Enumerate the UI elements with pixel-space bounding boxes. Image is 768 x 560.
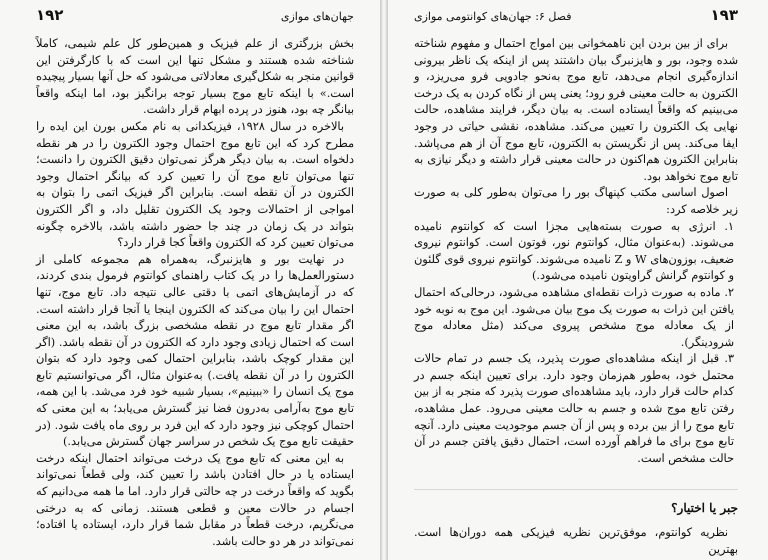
list-item: ۱. انرژی به صورت بسته‌هایی مجزا است که کوانتوم نامیده می‌شوند. (به‌عنوان مثال، کوانتوم نور، فوتون است. کوانتوم نیروی ضعیف، بوزون‌های W و Z نامیده می‌شوند. کوانتوم نیروی قوی گلئون و کوانتوم گرانش گراویتون نامیده می‌شود.) xyxy=(414,219,735,283)
right-page xyxy=(384,0,768,560)
list-item: ۳. قبل از اینکه مشاهده‌ای صورت پذیرد، یک جسم در تمام حالات محتمل خود، به‌طور هم‌زمان وجود دارد. برای تعیین اینکه جسم در کدام حالت قرار دارد، باید مشاهده‌ای صورت پذیرد که منجر به از بین رفتن تابع موج شده و جسم به حالت معینی می‌رود. عمل مشاهده، تابع موج را از بین برده و پس از آن جسم موجودیت معینی دارد. آنچه تابع موج برای ما فراهم آورده است، احتمال دقیق یافتن جسم در آن حالت مشخص است. xyxy=(414,352,734,465)
page-number: ۱۹۳ xyxy=(710,6,738,24)
right-page-body xyxy=(414,36,738,558)
page-number: ۱۹۲ xyxy=(36,6,64,24)
left-page-header xyxy=(36,6,354,28)
list-item: ۲. ماده به صورت ذرات نقطه‌ای مشاهده می‌شود، درحالی‌که احتمال یافتن این ذرات به صورت یک موج بیان می‌شود. این موج به نوبه خود از یک معادله موج مشخص پیروی می‌کند (مثل معادله موج شرودینگر). xyxy=(414,285,734,349)
paragraph: اصول اساسی مکتب کپنهاگ بور را می‌توان به‌طور کلی به صورت زیر خلاصه کرد: xyxy=(414,186,738,216)
left-page-body xyxy=(36,36,354,550)
paragraph: بخش بزرگتری از علم فیزیک و همین‌طور کل علم شیمی، کاملاً شناخته شده هستند و مشکل تنها این است که با کارگرفتن این قوانین منجر به شکل‌گیری معادلاتی می‌شود که حل آنها بسیار پیچیده است.» با اینکه تابع موج بسیار توجه برانگیز بود، اما اینکه واقعاً بیانگر چه بود، هنوز در پرده ابهام قرار داشت. xyxy=(36,37,354,117)
right-page-header xyxy=(414,6,738,28)
section-heading: جبر یا اختیار؟ xyxy=(414,489,738,517)
running-head: جهان‌های موازی xyxy=(280,10,354,23)
paragraph: به این معنی که تابع موج یک درخت می‌تواند احتمال اینکه درخت ایستاده یا در حال افتادن باشد را تعیین کند، ولی قطعاً نمی‌تواند بگوید که واقعاً درخت در چه حالتی قرار دارد. اما ما همه می‌دانیم که اجسام در حالات معین و قطعی هستند. زمانی که به درختی می‌نگریم، درخت قطعاً در مقابل شما قرار دارد، ایستاده یا افتاده؛ نمی‌تواند در هر دو حالت باشد. xyxy=(36,451,354,548)
paragraph: نظریه کوانتوم، موفق‌ترین نظریه فیزیکی همه دوران‌ها است. بهترین xyxy=(414,526,738,556)
paragraph: برای از بین بردن این ناهمخوانی بین امواج احتمال و مفهوم شناخته شده وجود، بور و هایزنبرگ بیان داشتند پس از اینکه یک ناظر بیرونی اندازه‌گیری انجام می‌دهد، تابع موج به‌نحو جادویی فرو می‌ریزد، و الکترون به حالت معینی فرو رود؛ یعنی پس از نگاه کردن به یک درخت می‌بینیم که واقعاً ایستاده است. به بیان دیگر، فرایند مشاهده، حالت نهایی یک الکترون را تعیین می‌کند. مشاهده، نقشی حیاتی در وجود ایفا می‌کند. پس از نگریستن به الکترون، تابع موج آن از هم می‌پاشد. بنابراین الکترون هم‌اکنون در حالت معینی قرار داشته و دیگر نیازی به تابع موج نخواهد بود. xyxy=(414,37,738,183)
paragraph: در نهایت بور و هایزنبرگ، به‌همراه هم مجموعه کاملی از دستورالعمل‌ها را در یک کتاب راهنمای کوانتوم فرمول بندی کردند، که در آزمایش‌های اتمی با دقتی عالی نتیجه داد. تابع موج، تنها احتمال این را بیان می‌کند که الکترون اینجا یا آنجا قرار داشته است. اگر مقدار تابع موج در نقطه مشخصی بزرگ باشد، به این معنی است که احتمال زیادی وجود دارد که الکترون در آن نقطه باشد. (اگر این مقدار کوچک باشد، بنابراین احتمال کمی وجود دارد که بتوان الکترون را در آن نقطه یافت.) به‌عنوان مثال، اگر می‌توانستیم تابع موج یک انسان را «ببینیم»، بسیار شبیه خود فرد می‌شد. با این همه، تابع موج به‌آرامی به‌درون فضا نیز گسترش می‌یابد؛ به این معنی که احتمال کوچکی نیز وجود دارد که این فرد بر روی ماه یافت شود. (در حقیقت تابع موج یک شخص در سراسر جهان گسترش می‌یابد.) xyxy=(36,252,354,449)
paragraph: بالاخره در سال ۱۹۲۸، فیزیکدانی به نام مکس بورن این ایده را مطرح کرد که این تابع موج احتمال وجود الکترون را در هر نقطه دلخواه است. به بیان دیگر هرگز نمی‌توان دقیق الکترون را دانست؛ تنها می‌توان تابع موج آن را تعیین کرد که بیانگر احتمال وجود الکترون در آن نقطه است. بنابراین اگر فیزیک اتمی را بتوان به امواجی از احتمالات وجود یک الکترون تقلیل داد، و اگر الکترون بتواند در یک زمان در چند جا حضور داشته باشد، بالاخره چگونه می‌توان تعیین کرد که الکترون واقعاً کجا قرار دارد؟ xyxy=(36,119,354,250)
running-head: فصل ۶: جهان‌های کوانتومی موازی xyxy=(414,10,572,23)
